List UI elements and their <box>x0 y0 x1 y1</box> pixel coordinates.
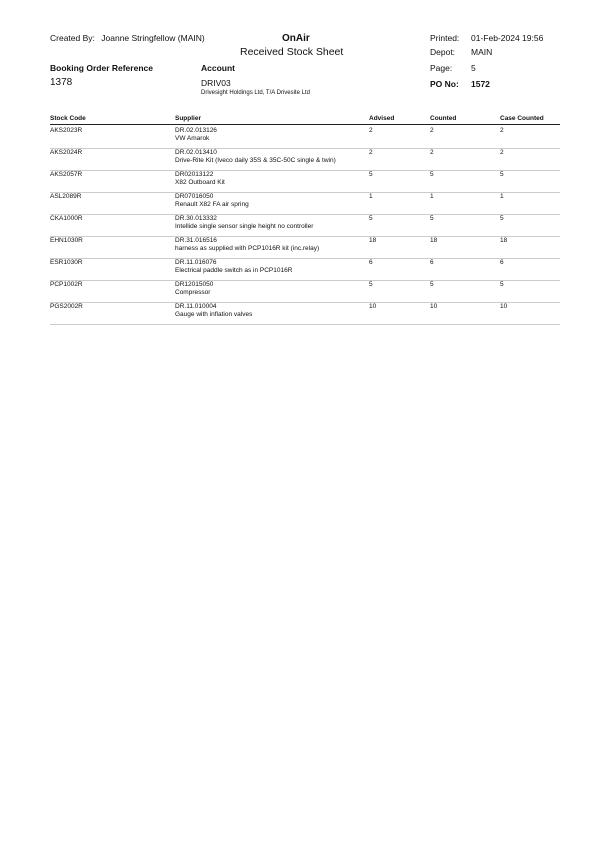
po-label: PO No: <box>430 79 459 89</box>
supplier-cell: DR12015050 <box>175 281 214 288</box>
table-row <box>50 303 560 325</box>
col-advised: Advised <box>369 115 395 122</box>
description-cell: Electrical paddle switch as in PCP1016R <box>175 267 293 274</box>
counted-cell: 5 <box>430 171 434 178</box>
case-counted-cell: 5 <box>500 171 504 178</box>
created-by-label: Created By: <box>50 33 95 43</box>
counted-cell: 6 <box>430 259 434 266</box>
table-row <box>50 193 560 215</box>
case-counted-cell: 1 <box>500 193 504 200</box>
supplier-cell: DR02013122 <box>175 171 214 178</box>
case-counted-cell: 6 <box>500 259 504 266</box>
po-value: 1572 <box>471 79 490 89</box>
case-counted-cell: 2 <box>500 127 504 134</box>
counted-cell: 10 <box>430 303 438 310</box>
description-cell: VW Amarok <box>175 135 210 142</box>
table-row <box>50 259 560 281</box>
booking-value: 1378 <box>50 77 73 88</box>
description-cell: X82 Outboard Kit <box>175 179 225 186</box>
stock-code-cell: AKS2024R <box>50 149 83 156</box>
booking-label: Booking Order Reference <box>50 63 153 73</box>
description-cell: Renault X82 FA air spring <box>175 201 249 208</box>
stock-code-cell: PCP1002R <box>50 281 83 288</box>
depot-value: MAIN <box>471 47 493 57</box>
brand-name: OnAir <box>282 33 310 44</box>
table-row <box>50 237 560 259</box>
created-by <box>50 33 205 43</box>
col-case-counted: Case Counted <box>500 115 544 122</box>
header-rule <box>50 124 560 125</box>
stock-code-cell: CKA1000R <box>50 215 83 222</box>
counted-cell: 5 <box>430 281 434 288</box>
advised-cell: 2 <box>369 127 373 134</box>
supplier-cell: DR.02.013126 <box>175 127 217 134</box>
col-counted: Counted <box>430 115 457 122</box>
supplier-cell: DR.02.013410 <box>175 149 217 156</box>
account-label: Account <box>201 63 235 73</box>
advised-cell: 2 <box>369 149 373 156</box>
page-label: Page: <box>430 63 453 73</box>
account-name: Drivesight Holdings Ltd, T/A Drivesite Ltd <box>201 90 310 96</box>
case-counted-cell: 5 <box>500 281 504 288</box>
description-cell: Intellide single sensor single height no controller <box>175 223 314 230</box>
counted-cell: 2 <box>430 127 434 134</box>
table-row <box>50 171 560 193</box>
stock-code-cell: AKS2057R <box>50 171 83 178</box>
table-row <box>50 281 560 303</box>
advised-cell: 18 <box>369 237 377 244</box>
table-header <box>50 115 560 124</box>
row-separator <box>50 324 560 325</box>
printed-value: 01-Feb-2024 19:56 <box>471 33 544 43</box>
description-cell: Drive-Rite Kit (Iveco daily 35S & 35C-50C single & twin) <box>175 157 336 164</box>
case-counted-cell: 18 <box>500 237 508 244</box>
case-counted-cell: 10 <box>500 303 508 310</box>
stock-table <box>50 115 560 322</box>
supplier-cell: DR.31.016516 <box>175 237 217 244</box>
advised-cell: 5 <box>369 171 373 178</box>
supplier-cell: DR07016050 <box>175 193 214 200</box>
advised-cell: 1 <box>369 193 373 200</box>
case-counted-cell: 2 <box>500 149 504 156</box>
description-cell: harness as supplied with PCP1016R kit (inc.relay) <box>175 245 320 252</box>
advised-cell: 5 <box>369 215 373 222</box>
advised-cell: 6 <box>369 259 373 266</box>
document-title: Received Stock Sheet <box>240 46 344 58</box>
printed-label: Printed: <box>430 33 460 43</box>
stock-code-cell: ESR1030R <box>50 259 83 266</box>
account-code: DRIV03 <box>201 78 231 88</box>
advised-cell: 5 <box>369 281 373 288</box>
stock-code-cell: PGS2002R <box>50 303 83 310</box>
counted-cell: 1 <box>430 193 434 200</box>
supplier-cell: DR.30.013332 <box>175 215 217 222</box>
created-by-value: Joanne Stringfellow (MAIN) <box>101 33 205 43</box>
depot-label: Depot: <box>430 47 456 57</box>
stock-code-cell: AKS2023R <box>50 127 83 134</box>
advised-cell: 10 <box>369 303 377 310</box>
counted-cell: 5 <box>430 215 434 222</box>
table-row <box>50 149 560 171</box>
counted-cell: 2 <box>430 149 434 156</box>
table-row <box>50 127 560 149</box>
description-cell: Gauge with inflation valves <box>175 311 253 318</box>
counted-cell: 18 <box>430 237 438 244</box>
col-supplier: Supplier <box>175 115 202 122</box>
stock-code-cell: ASL2089R <box>50 193 82 200</box>
supplier-cell: DR.11.010004 <box>175 303 217 310</box>
table-body <box>50 127 560 325</box>
col-stock-code: Stock Code <box>50 115 86 122</box>
page-value: 5 <box>471 63 476 73</box>
stock-code-cell: EHN1030R <box>50 237 83 244</box>
case-counted-cell: 5 <box>500 215 504 222</box>
supplier-cell: DR.11.016076 <box>175 259 217 266</box>
description-cell: Compressor <box>175 289 211 296</box>
table-row <box>50 215 560 237</box>
